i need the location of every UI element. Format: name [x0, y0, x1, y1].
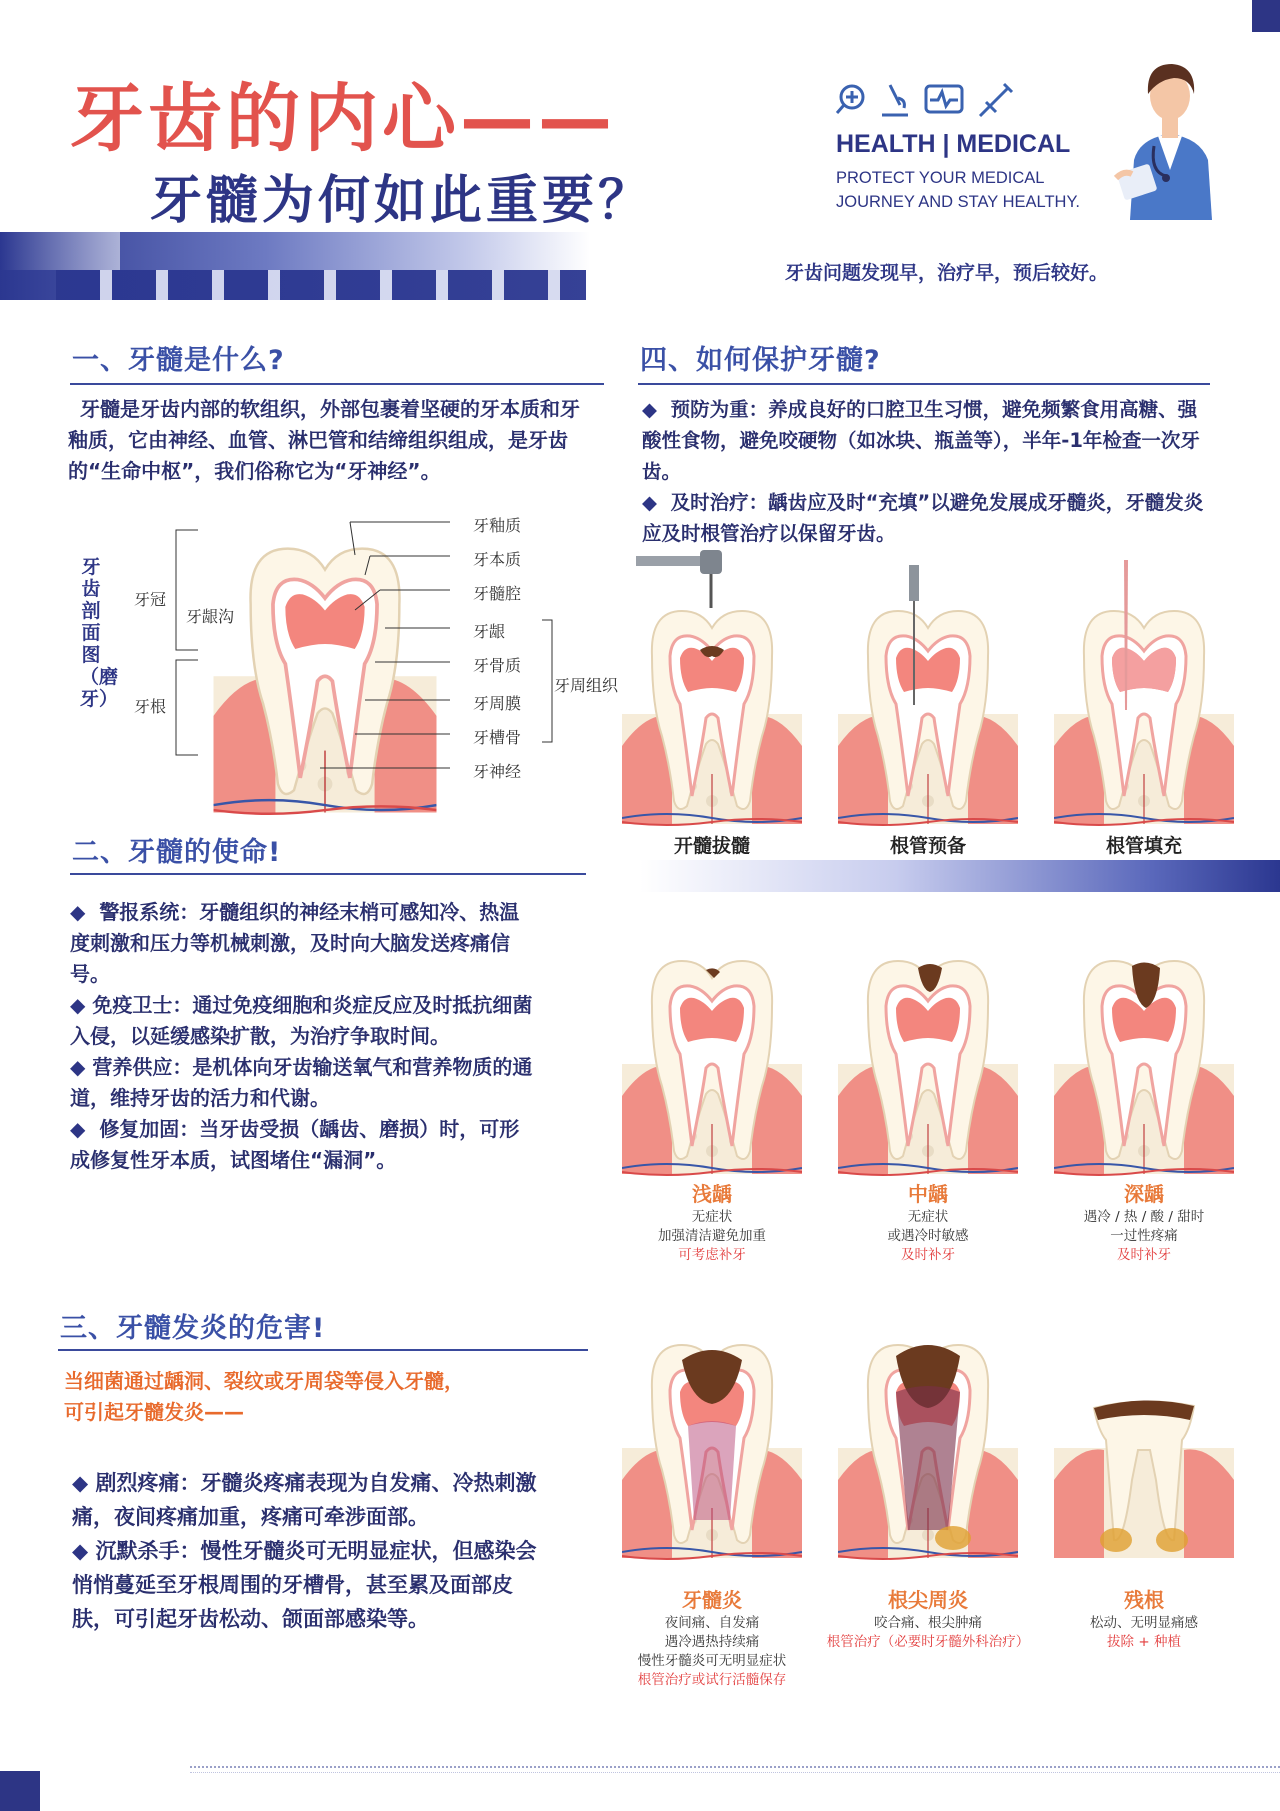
diamond-bullet-icon: ◆ [70, 1055, 93, 1079]
stage-name: 残根 [1124, 1588, 1164, 1612]
doctor-illustration [1110, 50, 1230, 220]
header-stripe-blocks [56, 270, 586, 300]
header-stripe-light [0, 232, 120, 270]
stage-name: 牙髓炎 [682, 1588, 742, 1612]
section4-divider [638, 383, 1210, 385]
treatment-caption-3: 根管填充 [1105, 835, 1182, 857]
medical-icons-row [834, 80, 1014, 120]
treatment-caption-2: 根管预备 [889, 835, 966, 857]
section2-item: ◆ 营养供应：是机体向牙齿输送氧气和营养物质的通道，维持牙齿的活力和代谢。 [70, 1055, 533, 1110]
label-dental-nerve: 牙神经 [473, 762, 522, 781]
section4-item: ◆ 预防为重：养成良好的口腔卫生习惯，避免频繁食用高糖、强酸性食物，避免咬硬物（如冰块、瓶盖等），半年-1年检查一次牙齿。 [642, 398, 1200, 483]
diamond-bullet-icon: ◆ [70, 900, 100, 924]
tooth-moderate-caries [838, 946, 1018, 1176]
microscope-icon [882, 85, 908, 115]
footer-dotted-line [190, 1766, 1280, 1768]
section2-list [70, 897, 538, 1176]
stage-shallow-caries [622, 1180, 802, 1265]
stage-advice: 及时补牙 [901, 1247, 955, 1263]
stage-advice: 根管治疗或试行活髓保存 [637, 1672, 787, 1688]
label-enamel: 牙釉质 [473, 516, 522, 535]
section1-body-text: 牙髓是牙齿内部的软组织，外部包裹着坚硬的牙本质和牙釉质，它由神经、血管、淋巴管和结缔组织组成，是牙齿的“生命中枢”，我们俗称它为“牙神经”。 [68, 397, 580, 483]
section3-item: ◆ 沉默杀手：慢性牙髓炎可无明显症状，但感染会悄悄蔓延至牙根周围的牙槽骨，甚至累及面部皮肤，可引起牙齿松动、颌面部感染等。 [72, 1539, 537, 1631]
stage-line: 慢性牙髓炎可无明显症状 [637, 1653, 787, 1669]
page-title: 牙齿的内心—— [70, 76, 616, 162]
section1-body [68, 394, 592, 487]
diamond-bullet-icon: ◆ [70, 993, 93, 1017]
section3-intro-line1: 当细菌通过龋洞、裂纹或牙周袋等侵入牙髓， [64, 1369, 464, 1393]
section4-list [642, 394, 1214, 549]
label-crown: 牙冠 [134, 590, 167, 609]
label-dentin: 牙本质 [473, 550, 522, 569]
brand-subtitle-line2: JOURNEY AND STAY HEALTHY. [836, 193, 1080, 211]
label-periodontal-membrane: 牙周膜 [473, 694, 522, 713]
stage-advice: 根管治疗（必要时牙髓外科治疗） [826, 1634, 1030, 1650]
label-gingiva: 牙龈 [473, 622, 506, 641]
section2-divider [70, 873, 586, 875]
stage-moderate-caries [838, 1180, 1018, 1265]
section3-intro-line2: 可引起牙髓发炎—— [64, 1400, 244, 1424]
diamond-bullet-icon: ◆ [70, 1117, 100, 1141]
tooth-shallow-caries [622, 946, 802, 1176]
stage-name: 根尖周炎 [888, 1588, 968, 1612]
stage-line: 咬合痛、根尖肿痛 [874, 1615, 982, 1631]
stage-line: 一过性疼痛 [1110, 1228, 1178, 1244]
stage-advice: 拔除 + 种植 [1107, 1634, 1181, 1650]
stage-line: 遇冷 / 热 / 酸 / 甜时 [1083, 1209, 1205, 1225]
tooth-periapical-periodontitis [838, 1330, 1018, 1560]
syringe-icon [980, 84, 1012, 116]
label-root: 牙根 [134, 697, 167, 716]
section1-title: 一、牙髓是什么? [72, 345, 285, 376]
diamond-bullet-icon: ◆ [642, 491, 671, 514]
stage-advice: 可考虑补牙 [678, 1247, 746, 1263]
tooth-pulpitis [622, 1330, 802, 1560]
endodontic-file-illustration [904, 565, 924, 705]
section3-divider [58, 1349, 588, 1351]
stage-line: 遇冷遇热持续痛 [664, 1634, 760, 1650]
section4-item: ◆ 及时治疗：龋齿应及时“充填”以避免发展成牙髓炎，牙髓发炎应及时根管治疗以保留牙齿。 [642, 491, 1204, 545]
corner-block-top-right [1252, 0, 1280, 32]
magnifier-icon [837, 86, 863, 113]
section3-item: ◆ 剧烈疼痛：牙髓炎疼痛表现为自发痛、冷热刺激痛，夜间疼痛加重，疼痛可牵涉面部。 [72, 1471, 537, 1529]
tooth-canal-preparation [838, 596, 1018, 826]
stage-line: 夜间痛、自发痛 [664, 1615, 760, 1631]
section2-item: ◆ 修复加固：当牙齿受损（龋齿、磨损）时，可形成修复性牙本质，试图堵住“漏洞”。 [70, 1117, 520, 1172]
section2-title: 二、牙髓的使命! [72, 837, 282, 868]
gutta-percha-point-illustration [1116, 560, 1136, 710]
stage-line: 无症状 [691, 1209, 733, 1225]
tooth-canal-filling [1054, 596, 1234, 826]
treatment-caption-1: 开髓拔髓 [673, 835, 750, 857]
diamond-bullet-icon: ◆ [72, 1539, 96, 1563]
stage-name: 浅龋 [692, 1182, 732, 1206]
stage-advice: 及时补牙 [1117, 1247, 1171, 1263]
stage-line: 松动、无明显痛感 [1090, 1615, 1198, 1631]
stage-name: 深龋 [1124, 1182, 1164, 1206]
stage-deep-caries [1054, 1180, 1234, 1265]
slogan: 牙齿问题发现早，治疗早，预后较好。 [785, 262, 1109, 284]
stage-line: 或遇冷时敏感 [887, 1228, 969, 1244]
diamond-bullet-icon: ◆ [72, 1471, 96, 1495]
monitor-icon [926, 86, 962, 112]
section2-item: ◆ 免疫卫士：通过免疫细胞和炎症反应及时抵抗细菌入侵，以延缓感染扩散，为治疗争取时间。 [70, 993, 533, 1048]
stage-residual-root [1054, 1586, 1234, 1652]
stage-line: 加强清洁避免加重 [658, 1228, 766, 1244]
brand-title: HEALTH | MEDICAL [836, 130, 1071, 158]
brand-subtitle [836, 166, 1080, 214]
section3-title: 三、牙髓发炎的危害! [60, 1313, 326, 1344]
middle-stripe-band [640, 860, 1280, 892]
tooth-pulp-extraction [622, 596, 802, 826]
section1-divider [70, 383, 604, 385]
diamond-bullet-icon: ◆ [642, 398, 671, 421]
brand-subtitle-line1: PROTECT YOUR MEDICAL [836, 169, 1045, 187]
label-cementum: 牙骨质 [473, 656, 522, 675]
footer-dotted-line-2 [190, 1772, 1280, 1773]
section2-item: ◆ 警报系统：牙髓组织的神经末梢可感知冷、热温度刺激和压力等机械刺激，及时向大脑发送疼痛信号。 [70, 900, 520, 986]
corner-block-bottom-left [0, 1771, 40, 1811]
diagram-leader-lines [150, 510, 620, 790]
stage-periapical-periodontitis [808, 1586, 1048, 1652]
tooth-residual-root [1054, 1330, 1234, 1560]
stage-line: 无症状 [907, 1209, 949, 1225]
section4-title: 四、如何保护牙髓? [640, 345, 881, 376]
label-gingival-groove: 牙龈沟 [186, 607, 235, 626]
section3-list [72, 1466, 542, 1636]
label-pulp-chamber: 牙髓腔 [473, 584, 522, 603]
tooth-deep-caries [1054, 946, 1234, 1176]
page-subtitle: 牙髓为何如此重要？ [150, 171, 655, 231]
diagram-vertical-label: 牙齿剖面图（磨牙） [80, 556, 119, 710]
section3-intro [64, 1366, 584, 1428]
label-alveolar-bone: 牙槽骨 [473, 728, 522, 747]
stage-name: 中龋 [908, 1182, 948, 1206]
stage-pulpitis [612, 1586, 812, 1690]
label-periodontal-tissue: 牙周组织 [554, 676, 619, 695]
